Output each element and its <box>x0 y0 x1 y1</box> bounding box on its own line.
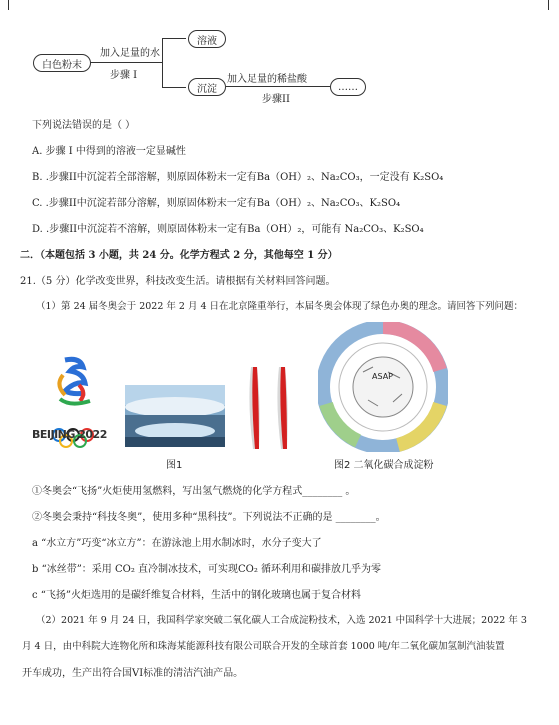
choice-c: c “飞扬”火炬选用的是碳纤维复合材料，生活中的钢化玻璃也属于复合材料 <box>32 590 362 601</box>
question-stem: 下列说法错误的是（ ） <box>32 120 136 131</box>
arrow-up <box>162 38 186 39</box>
fig2-caption: 图2 二氧化碳合成淀粉 <box>334 460 434 471</box>
section-heading: 二．（本题包括 3 小题，共 24 分。化学方程式 2 分，其他每空 1 分） <box>20 250 338 261</box>
fig1-caption: 图1 <box>166 460 183 471</box>
q21-sub2-line-1: （2）2021 年 9 月 24 日，我国科学家突破二氧化碳人工合成淀粉技术，入选 2021 中国科学十大进展；2022 年 3 <box>36 615 527 626</box>
ice-rink-photo <box>125 385 225 447</box>
figure-1 <box>30 325 320 470</box>
asap-label: ASAP <box>372 372 393 381</box>
co2-starch-cycle-diagram <box>318 322 448 452</box>
solution-node: 溶液 <box>188 30 226 48</box>
q21-sub2-line-3: 开车成功，生产出符合国VI标准的清洁汽油产品。 <box>22 668 244 679</box>
question-item-1: ①冬奥会“飞扬”火炬使用氢燃料，写出氢气燃烧的化学方程式________ 。 <box>32 486 356 497</box>
torch-image <box>233 363 303 455</box>
option-c: C. .步骤II中沉淀若部分溶解，则原固体粉末一定有Ba（OH）₂、Na₂CO₃、K₂SO₄ <box>32 198 401 209</box>
logo-text: BEIJING 2022 <box>32 428 107 441</box>
question-item-2: ②冬奥会秉持“科技冬奥”，使用多种“黑科技”。下列说法不正确的是 ________。 <box>32 512 386 523</box>
q21-sub1: （1）第 24 届冬奥会于 2022 年 2 月 4 日在北京隆重举行，本届冬奥会体现了绿色办奥的理念。请回答下列问题： <box>36 301 524 312</box>
step2-label: 步骤II <box>262 94 290 105</box>
corner-mark-left <box>8 0 9 10</box>
step2-action: 加入足量的稀盐酸 <box>227 74 307 85</box>
q21-intro: 21.（5 分）化学改变世界，科技改变生活。请根据有关材料回答问题。 <box>20 276 336 287</box>
arrow-down <box>162 87 186 88</box>
choice-b: b “冰丝带”：采用 CO₂ 直冷制冰技术，可实现CO₂ 循环利用和碳排放几乎为零 <box>32 564 382 575</box>
corner-mark-right <box>548 0 549 10</box>
figure-2 <box>318 322 448 472</box>
arrow-right <box>226 86 330 87</box>
option-a: A. 步骤 I 中得到的溶液一定显碱性 <box>32 146 186 157</box>
connector <box>162 38 163 88</box>
choice-a: a “水立方”巧变“冰立方”：在游泳池上用水制冰时，水分子变大了 <box>32 538 322 549</box>
precipitate-node: 沉淀 <box>188 78 226 96</box>
result-node: …… <box>330 78 366 96</box>
start-node: 白色粉末 <box>33 54 91 72</box>
option-d: D. .步骤II中沉淀若不溶解，则原固体粉末一定有Ba（OH）₂，可能有 Na₂CO₃、K₂SO₄ <box>32 224 424 235</box>
step1-action: 加入足量的水 <box>100 48 160 59</box>
connector <box>90 62 162 63</box>
q21-sub2-line-2: 月 4 日，由中科院大连物化所和珠海某能源科技有限公司联合开发的全球首套 1000 吨/年二氧化碳加氢制汽油装置 <box>22 641 505 652</box>
option-b: B. .步骤II中沉淀若全部溶解，则原固体粉末一定有Ba（OH）₂、Na₂CO₃，一定没有 K₂SO₄ <box>32 172 444 183</box>
step1-label: 步骤 I <box>110 70 138 81</box>
